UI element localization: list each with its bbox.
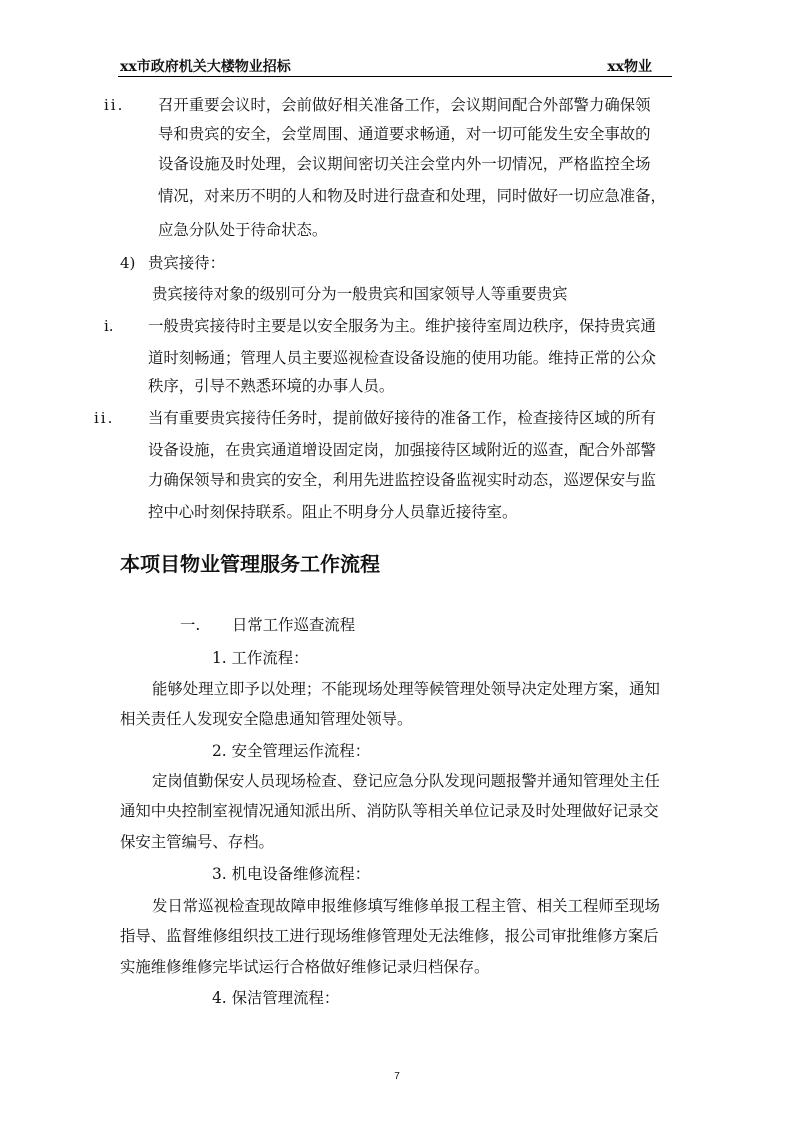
list-marker: ii.: [104, 96, 125, 114]
page-number: 7: [394, 1071, 400, 1082]
paragraph-line: 召开重要会议时，会前做好相关准备工作，会议期间配合外部警力确保领: [158, 96, 651, 114]
paragraph-line: 贵宾接待对象的级别可分为一般贵宾和国家领导人等重要贵宾: [152, 285, 568, 303]
subsection-title: 日常工作巡查流程: [232, 616, 356, 634]
paragraph-line: 指导、监督维修组织技工进行现场维修管理处无法维修，报公司审批维修方案后: [120, 927, 659, 945]
header-title: xx市政府机关大楼物业招标: [120, 59, 291, 75]
paragraph-line: 道时刻畅通；管理人员主要巡视检查设备设施的使用功能。维持正常的公众: [148, 349, 656, 367]
paragraph-line: 一般贵宾接待时主要是以安全服务为主。维护接待室周边秩序，保持贵宾通: [148, 317, 656, 335]
paragraph-line: 力确保领导和贵宾的安全，利用先进监控设备监视实时动态，巡逻保安与监: [148, 471, 656, 489]
item-title: 2. 安全管理运作流程：: [212, 742, 371, 760]
paragraph-line: 保安主管编号、存档。: [120, 833, 274, 851]
list-marker: 4): [120, 254, 136, 272]
page-header: [118, 54, 672, 77]
paragraph-line: 能够处理立即予以处理；不能现场处理等候管理处领导决定处理方案，通知: [152, 680, 660, 698]
paragraph-line: 相关责任人发现安全隐患通知管理处领导。: [120, 710, 413, 728]
paragraph-line: 应急分队处于待命状态。: [158, 221, 328, 239]
list-marker: 一.: [180, 616, 201, 634]
item-title: 1. 工作流程：: [212, 649, 309, 667]
header-company: xx物业: [607, 59, 652, 75]
paragraph-line: 实施维修维修完毕试运行合格做好维修记录归档保存。: [120, 958, 490, 976]
subsection-title: 贵宾接待：: [148, 254, 225, 272]
item-title: 3. 机电设备维修流程：: [212, 865, 371, 883]
paragraph-line: 当有重要贵宾接待任务时，提前做好接待的准备工作，检查接待区域的所有: [148, 409, 656, 427]
paragraph-line: 控中心时刻保持联系。阻止不明身分人员靠近接待室。: [148, 503, 518, 521]
paragraph-line: 设备设施及时处理，会议期间密切关注会堂内外一切情况，严格监控全场: [158, 155, 651, 173]
paragraph-line: 秩序，引导不熟悉环境的办事人员。: [148, 377, 395, 395]
paragraph-line: 定岗值勤保安人员现场检查、登记应急分队发现问题报警并通知管理处主任: [152, 772, 660, 790]
list-marker: i.: [104, 317, 114, 335]
section-heading: 本项目物业管理服务工作流程: [120, 552, 380, 576]
list-marker: ii.: [94, 409, 115, 427]
paragraph-line: 发日常巡视检查现故障申报维修填写维修单报工程主管、相关工程师至现场: [152, 897, 660, 915]
item-title: 4. 保洁管理流程：: [212, 989, 340, 1007]
paragraph-line: 通知中央控制室视情况通知派出所、消防队等相关单位记录及时处理做好记录交: [120, 802, 659, 820]
paragraph-line: 情况，对来历不明的人和物及时进行盘查和处理，同时做好一切应急准备，: [158, 187, 666, 205]
paragraph-line: 设备设施，在贵宾通道增设固定岗，加强接待区域附近的巡查，配合外部警: [148, 441, 656, 459]
paragraph-line: 导和贵宾的安全，会堂周围、通道要求畅通，对一切可能发生安全事故的: [158, 125, 651, 143]
